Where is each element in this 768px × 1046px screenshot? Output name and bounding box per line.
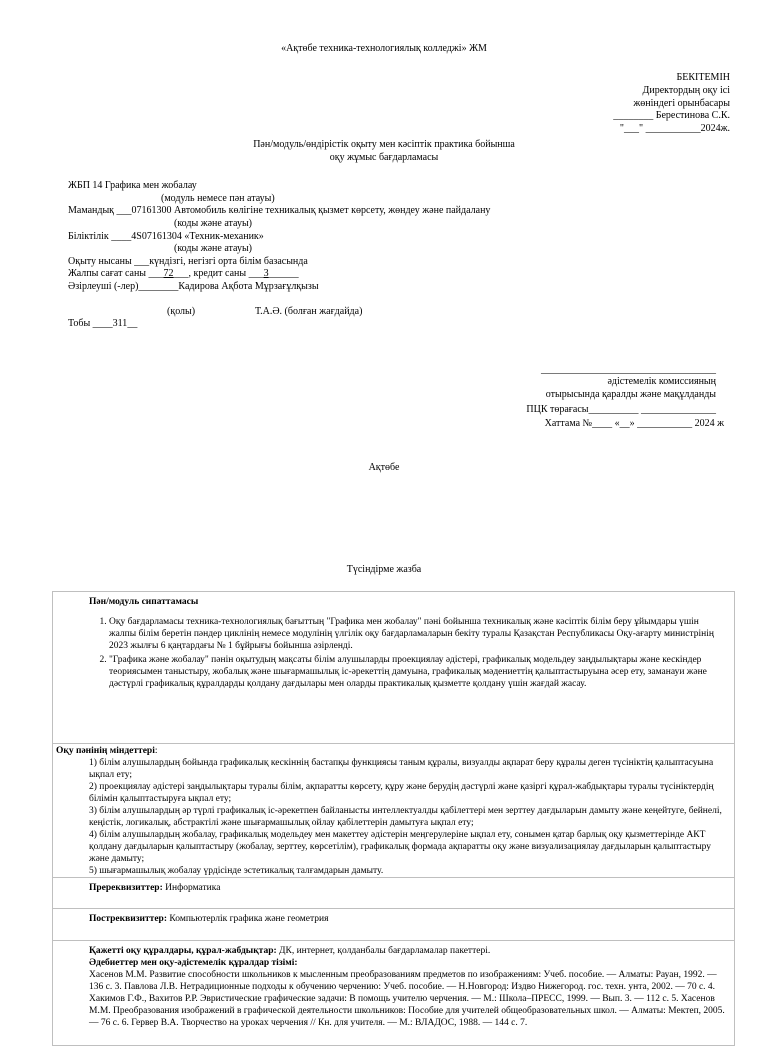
commission-protocol-line: Хаттама №____ «__» ___________ 2024 ж: [544, 418, 724, 429]
approval-line: "___" ___________2024ж.: [619, 123, 730, 134]
tools-line: [89, 945, 726, 957]
qualification-caption: (коды және атауы): [174, 243, 252, 254]
study-form-prefix: Оқыту нысаны ___: [68, 256, 150, 267]
commission-line: әдістемелік комиссияның: [607, 376, 716, 387]
hours-prefix: Жалпы сағат саны ___: [68, 268, 164, 279]
specialty-caption: (коды және атауы): [174, 218, 252, 229]
program-title: Пән/модуль/өндірістік оқыту мен кәсіптік практика бойынша: [253, 139, 515, 150]
group-suffix: __: [127, 318, 138, 329]
qualification-line: [68, 231, 264, 243]
city-name: Ақтөбе: [368, 462, 400, 473]
table-row: [53, 592, 735, 744]
hours-suffix: ______: [268, 268, 299, 279]
postrequisites-value: Компьютерлік графика және геометрия: [167, 914, 329, 924]
study-form-value: күндізгі, негізгі орта білім базасында: [149, 256, 308, 267]
qualification-prefix: Біліктілік ____: [68, 231, 132, 242]
prerequisites-cell: [53, 878, 735, 909]
commission-blank-line: ___________________________________: [541, 364, 716, 375]
list-item: 4) білім алушылардың жобалау, графикалық модельдеу мен макеттеу әдістерін меңгерулеріне ықпал ету, сонымен қатар барлық оқу қызметтерінде АКТ қолдану дағдыларын қалыптастыру (жобалау, зерттеу, көрсетілім), графикалық формада ақпаратты оқу және визуализациялау дағдыларын қалыптастыру және дамыту;: [89, 830, 712, 864]
hours-line: [68, 268, 299, 280]
hours-value: 72: [163, 268, 174, 279]
author-line: [68, 281, 319, 293]
resources-cell: [53, 941, 735, 1046]
tasks-colon: :: [154, 746, 158, 756]
list-item: 1) білім алушылардың бойында графикалық кескіннің бастапқы функциясы таным құралы, визуалды ақпарат беру құралы деген түсініктің қалыптасуына ықпал ету;: [89, 758, 714, 780]
group-value: 311: [112, 318, 128, 329]
references-label: Әдебиеттер мен оқу-әдістемелік құралдар тізімі:: [89, 958, 298, 968]
study-form-line: [68, 256, 308, 268]
approval-line: жөніндегі орынбасары: [633, 98, 730, 109]
approval-title: БЕКІТЕМІН: [676, 72, 730, 83]
approval-line: Директордың оқу ісі: [642, 85, 730, 96]
description-cell: [53, 592, 735, 744]
group-prefix: Тобы ____: [68, 318, 113, 329]
postrequisites-label: Постреквизиттер:: [89, 914, 168, 924]
specialty-value: 07161300 Автомобиль көлігіне техникалық қызмет көрсету, жөндеу және пайдалану: [131, 205, 491, 216]
tasks-heading: [56, 745, 734, 757]
specialty-prefix: Мамандық ___: [68, 205, 132, 216]
table-row: [53, 878, 735, 909]
tools-value: ДК, интернет, қолданбалы бағдарламалар пакеттері.: [276, 946, 491, 956]
prerequisites-label: Пререквизиттер:: [89, 883, 163, 893]
list-item: 5) шығармашылық жобалау үрдісінде эстетикалық талғамдарын дамыту.: [89, 866, 384, 876]
credits-value: 3: [263, 268, 269, 279]
description-title: Пән/модуль сипаттамасы: [89, 597, 199, 607]
module-caption: (модуль немесе пән атауы): [161, 193, 275, 204]
hours-mid: ___, кредит саны ___: [173, 268, 264, 279]
commission-line: отырысында қаралды және мақұлданды: [545, 389, 716, 400]
prerequisites-value: Информатика: [162, 883, 221, 893]
list-item: 3) білім алушылардың әр түрлі графикалық іс-әрекетпен байланысты интеллектуалды қабілеттері мен зерттеу дағдыларын дамыту және кеңейтуге, бейнелі, кеңістік, логикалық, абстрактілі және шығармашылық ойлау қабілеттерін дамытуға ықпал ету;: [89, 806, 722, 828]
name-caption: Т.А.Ә. (болған жағдайда): [255, 306, 363, 317]
description-list: [53, 616, 734, 690]
specialty-line: [68, 205, 490, 217]
table-row: [53, 744, 735, 878]
group-line: [68, 318, 137, 330]
signature-caption: (қолы): [167, 306, 196, 317]
commission-chair-line: ПЦК төрағасы__________ _______________: [526, 404, 716, 415]
explanatory-note-table: [52, 591, 735, 1046]
college-name: «Ақтөбе техника-технологиялық колледжі» ЖМ: [281, 43, 487, 54]
table-row: [53, 909, 735, 941]
program-subtitle: оқу жұмыс бағдарламасы: [329, 152, 439, 163]
author-value: Кадирова Ақбота Мұрзағұлқызы: [178, 281, 319, 292]
qualification-value: 4S07161304 «Техник-механик»: [131, 231, 264, 242]
postrequisites-cell: [53, 909, 735, 941]
author-prefix: Әзірлеуші (-лер)________: [68, 281, 179, 292]
list-item: 1. Оқу бағдарламасы техника-технологиялық бағыттың "Графика мен жобалау" пәні бойынша техникалық және кәсіптік білім беру ұйымдары үшін жалпы білім беретін пәндер циклінің немесе модулінің үлгілік оқу бағдарламаларын бекіту туралы Қазақстан Республикасы Оқу-ағарту министрінің 2023 жылғы 6 қаңтардағы № 1 бұйрығы бойынша әзірленді.: [109, 616, 726, 652]
table-row: [53, 941, 735, 1046]
references-text: Хасенов М.М. Развитие способности школьников к мысленным преобразованиям предметов по изображениям: Учеб. пособие. — Алматы: Рауан, 1992. — 136 с. 3. Павлова Л.В. Нетрадиционные подходы к обучению черчению: Учеб. пособие. — Н.Новгород: Издво Нижегород. гос. техн. унта, 2002. — 70 с. 4. Хакимов Г.Ф., Вахитов Р.Р. Эвристические графические задачи: В помощь учителю черчения. — М.: Школа–ПРЕСС, 1999. — Вып. 3. — 112 с. 5. Хасенов М.М. Преобразования изображений в графической деятельности школьников: Пособие для учителей общеобразовательных школ. — Алматы: Мектеп, 2005. — 76 с. 6. Гервер В.А. Творчество на уроках черчения // Кн. для учителя. — М.: ВЛАДОС, 1988. — 144 с. 7.: [89, 970, 725, 1028]
tools-label: Қажетті оқу құралдары, құрал-жабдықтар:: [89, 946, 277, 956]
module-line: ЖБП 14 Графика мен жобалау: [68, 180, 197, 191]
list-item: 2) проекциялау әдістері заңдылықтары туралы білім, ақпаратты көрсету, құру және берудің дәстүрлі және қазіргі құрал-жабдықтары туралы түсініктердің білімін қалыптастыруға ықпал ету;: [89, 782, 714, 804]
tasks-cell: [53, 744, 735, 878]
tasks-title: Оқу пәнінің міндеттері: [56, 746, 155, 756]
list-item: 2. "Графика және жобалау" пәнін оқытудың мақсаты білім алушыларды проекциялау әдістері, графикалық модельдеу заңдылықтары және кескіндер теориясымен таныстыру, жобалық және шығармашылық іс-әрекеттің дамуына, графикалық мәдениеттің қалыптастыруына әсер ету, заманауи және дәстүрлі графикалық құралдарды қолдану дағдылары мен оларды практикалық қызметте қолдану үшін жағдай жасау.: [109, 654, 726, 690]
approval-line: ________ Берестинова С.К.: [613, 110, 730, 121]
note-title: Түсіндірме жазба: [346, 564, 422, 575]
